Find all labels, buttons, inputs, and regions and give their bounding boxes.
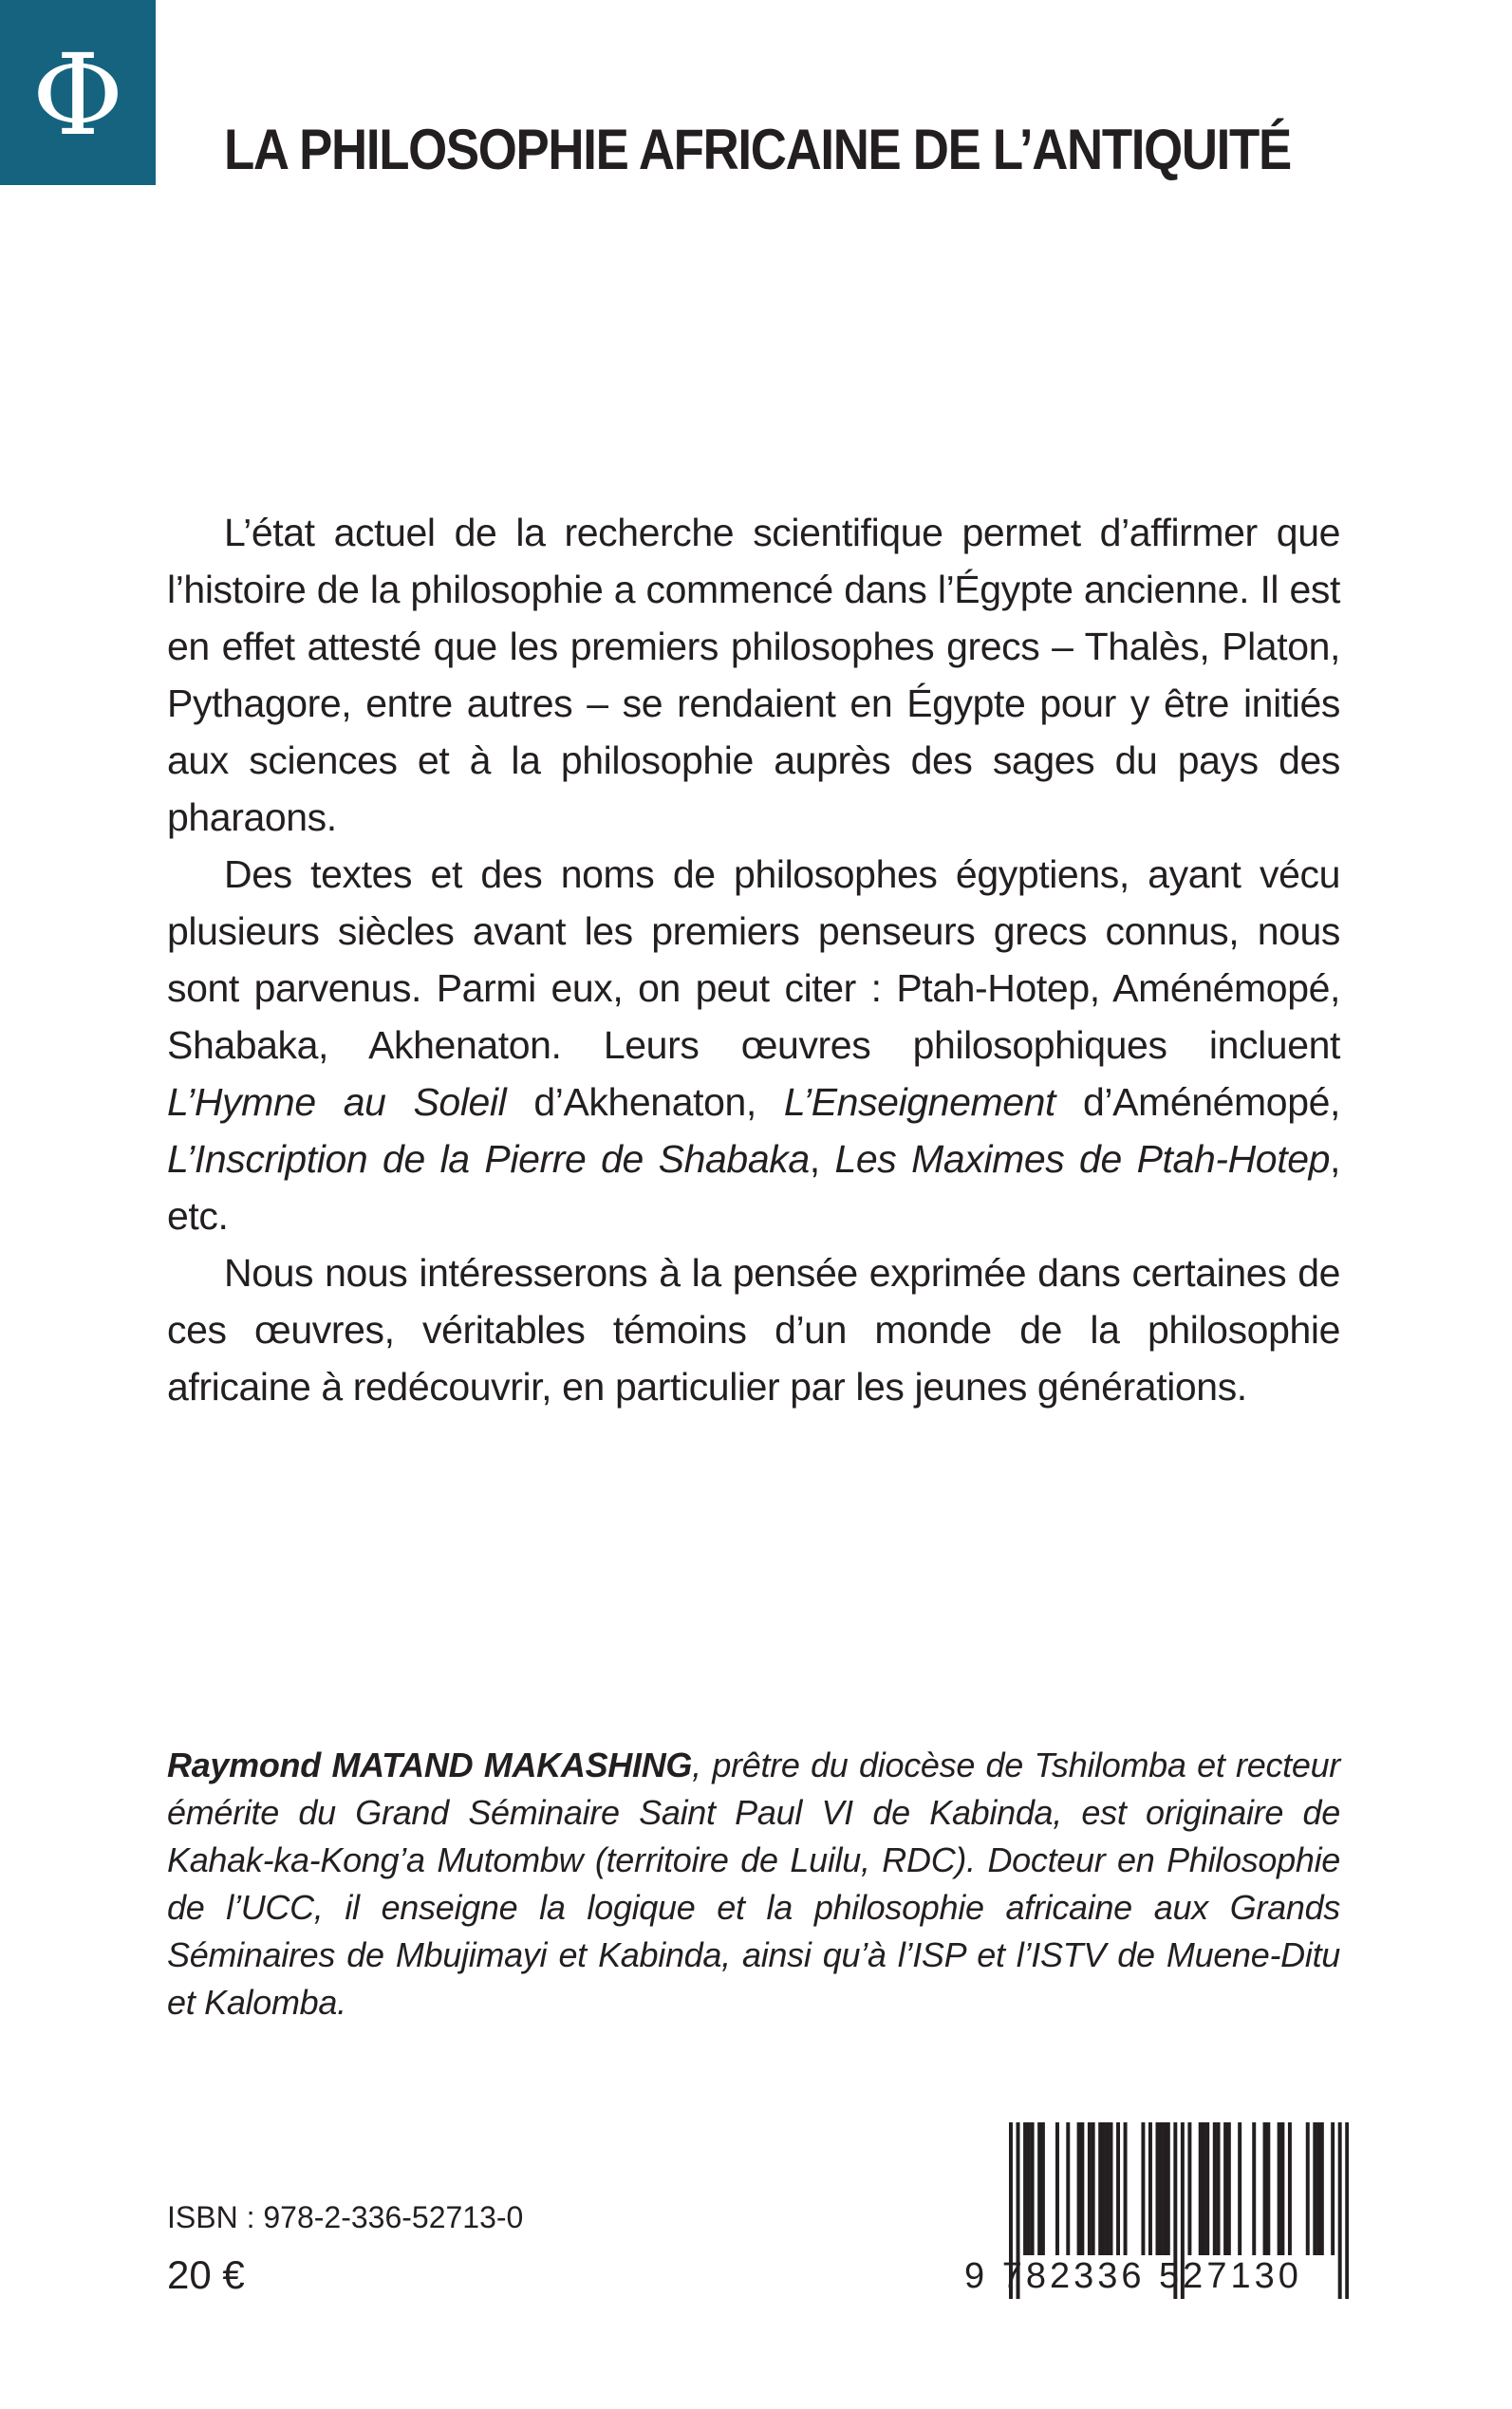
- barcode-bar: [1027, 2122, 1031, 2255]
- barcode-bar: [1106, 2122, 1110, 2255]
- barcode-bar: [1263, 2122, 1267, 2255]
- barcode-bar: [1077, 2122, 1081, 2255]
- author-bio-text: , prêtre du diocèse de Tshilomba et recteur émérite du Grand Séminaire Saint Paul VI de Kabinda, est originaire de Kahak-ka-Kong’a Mutombw (territoire de Luilu, RDC). Docteur en Philosophie de l’UCC, il enseigne la logique et la philosophie africaine aux Grands Séminaires de Mbujimayi et Kabinda, ainsi qu’à l’ISP et l’ISTV de Muene-Ditu et Kalomba.: [167, 1746, 1340, 2022]
- blurb-paragraph-3: Nous nous intéresserons à la pensée exprimée dans certaines de ces œuvres, véritables témoins d’un monde de la philosophie africaine à redécouvrir, en particulier par les jeunes générations.: [167, 1251, 1340, 1409]
- barcode-bar: [1066, 2122, 1070, 2255]
- barcode-bar: [1187, 2122, 1191, 2255]
- book-blurb: [167, 504, 1340, 1415]
- work-title: L’Inscription de la Pierre de Shabaka: [167, 1137, 810, 1181]
- barcode-bar: [1202, 2122, 1205, 2255]
- barcode-bar: [1055, 2122, 1059, 2255]
- work-title: L’Enseignement: [783, 1080, 1056, 1124]
- blurb-paragraph-2: [167, 846, 1340, 1244]
- barcode-bar: [1217, 2122, 1221, 2255]
- publisher-logo: [0, 0, 156, 185]
- barcode-bar: [1167, 2122, 1170, 2255]
- author-bio: [167, 1742, 1340, 2026]
- barcode-bar: [1205, 2122, 1209, 2255]
- barcode-bar: [1280, 2122, 1284, 2255]
- barcode-bar: [1037, 2122, 1041, 2255]
- barcode-bar: [1124, 2122, 1128, 2255]
- barcode-number: 9 782336 527130: [964, 2256, 1302, 2296]
- barcode-bar: [1306, 2122, 1310, 2255]
- book-title: LA PHILOSOPHIE AFRICAINE DE L’ANTIQUITÉ: [224, 118, 1291, 181]
- blurb-text: d’Akhenaton,: [506, 1080, 784, 1124]
- barcode-bar: [1238, 2122, 1241, 2255]
- barcode-bar: [1088, 2122, 1092, 2255]
- barcode-bar: [1320, 2122, 1324, 2255]
- barcode-bar: [1041, 2122, 1045, 2255]
- barcode-bar: [1116, 2122, 1120, 2255]
- work-title: Les Maximes de Ptah-Hotep: [834, 1137, 1331, 1181]
- blurb-paragraph-1: L’état actuel de la recherche scientifique permet d’affirmer que l’histoire de la philosophie a commencé dans l’Égypte ancienne. Il est en effet attesté que les premiers philosophes grecs – Thalès, Platon, Pythagore, entre autres – se rendaient en Égypte pour y être initiés aux sciences et à la philosophie auprès des sages du pays des pharaons.: [167, 511, 1340, 839]
- blurb-text: Des textes et des noms de philosophes égyptiens, ayant vécu plusieurs siècles avant les premiers penseurs grecs connus, nous sont parvenus. Parmi eux, on peut citer : Ptah-Hotep, Aménémopé, Shabaka, Akhenaton. Leurs œuvres philosophiques incluent: [167, 852, 1340, 1067]
- barcode-bar: [1199, 2122, 1203, 2255]
- barcode-bar: [1288, 2122, 1292, 2255]
- barcode-bar: [1092, 2122, 1095, 2255]
- blurb-text: , etc.: [167, 1137, 1341, 1238]
- author-name: Raymond MATAND MAKASHING: [167, 1746, 693, 1784]
- barcode-bar: [1023, 2122, 1027, 2255]
- barcode-bar: [1156, 2122, 1160, 2255]
- blurb-text: ,: [809, 1137, 835, 1181]
- blurb-text: d’Aménémopé,: [1055, 1080, 1340, 1124]
- barcode-bar: [1159, 2122, 1163, 2255]
- barcode-bar: [1110, 2122, 1113, 2255]
- isbn: ISBN : 978-2-336-52713-0: [167, 2200, 524, 2234]
- price: 20 €: [167, 2252, 245, 2297]
- barcode-bar: [1227, 2122, 1231, 2255]
- barcode-bar: [1252, 2122, 1256, 2255]
- barcode-bar: [1141, 2122, 1145, 2255]
- barcode-bar: [1266, 2122, 1270, 2255]
- barcode-bar: [1223, 2122, 1227, 2255]
- barcode-bar: [1098, 2122, 1102, 2255]
- barcode-bar: [1278, 2122, 1281, 2255]
- work-title: L’Hymne au Soleil: [167, 1080, 507, 1124]
- barcode-bar: [1080, 2122, 1084, 2255]
- barcode-bar: [1163, 2122, 1167, 2255]
- phi-icon: Φ: [31, 29, 124, 160]
- barcode-bar: [1316, 2122, 1320, 2255]
- barcode-bar: [1331, 2122, 1335, 2255]
- barcode-bar: [1031, 2122, 1035, 2255]
- barcode-bar: [1213, 2122, 1217, 2255]
- barcode-bar: [1313, 2122, 1316, 2255]
- barcode-bar: [1102, 2122, 1106, 2255]
- barcode-bar: [1148, 2122, 1152, 2255]
